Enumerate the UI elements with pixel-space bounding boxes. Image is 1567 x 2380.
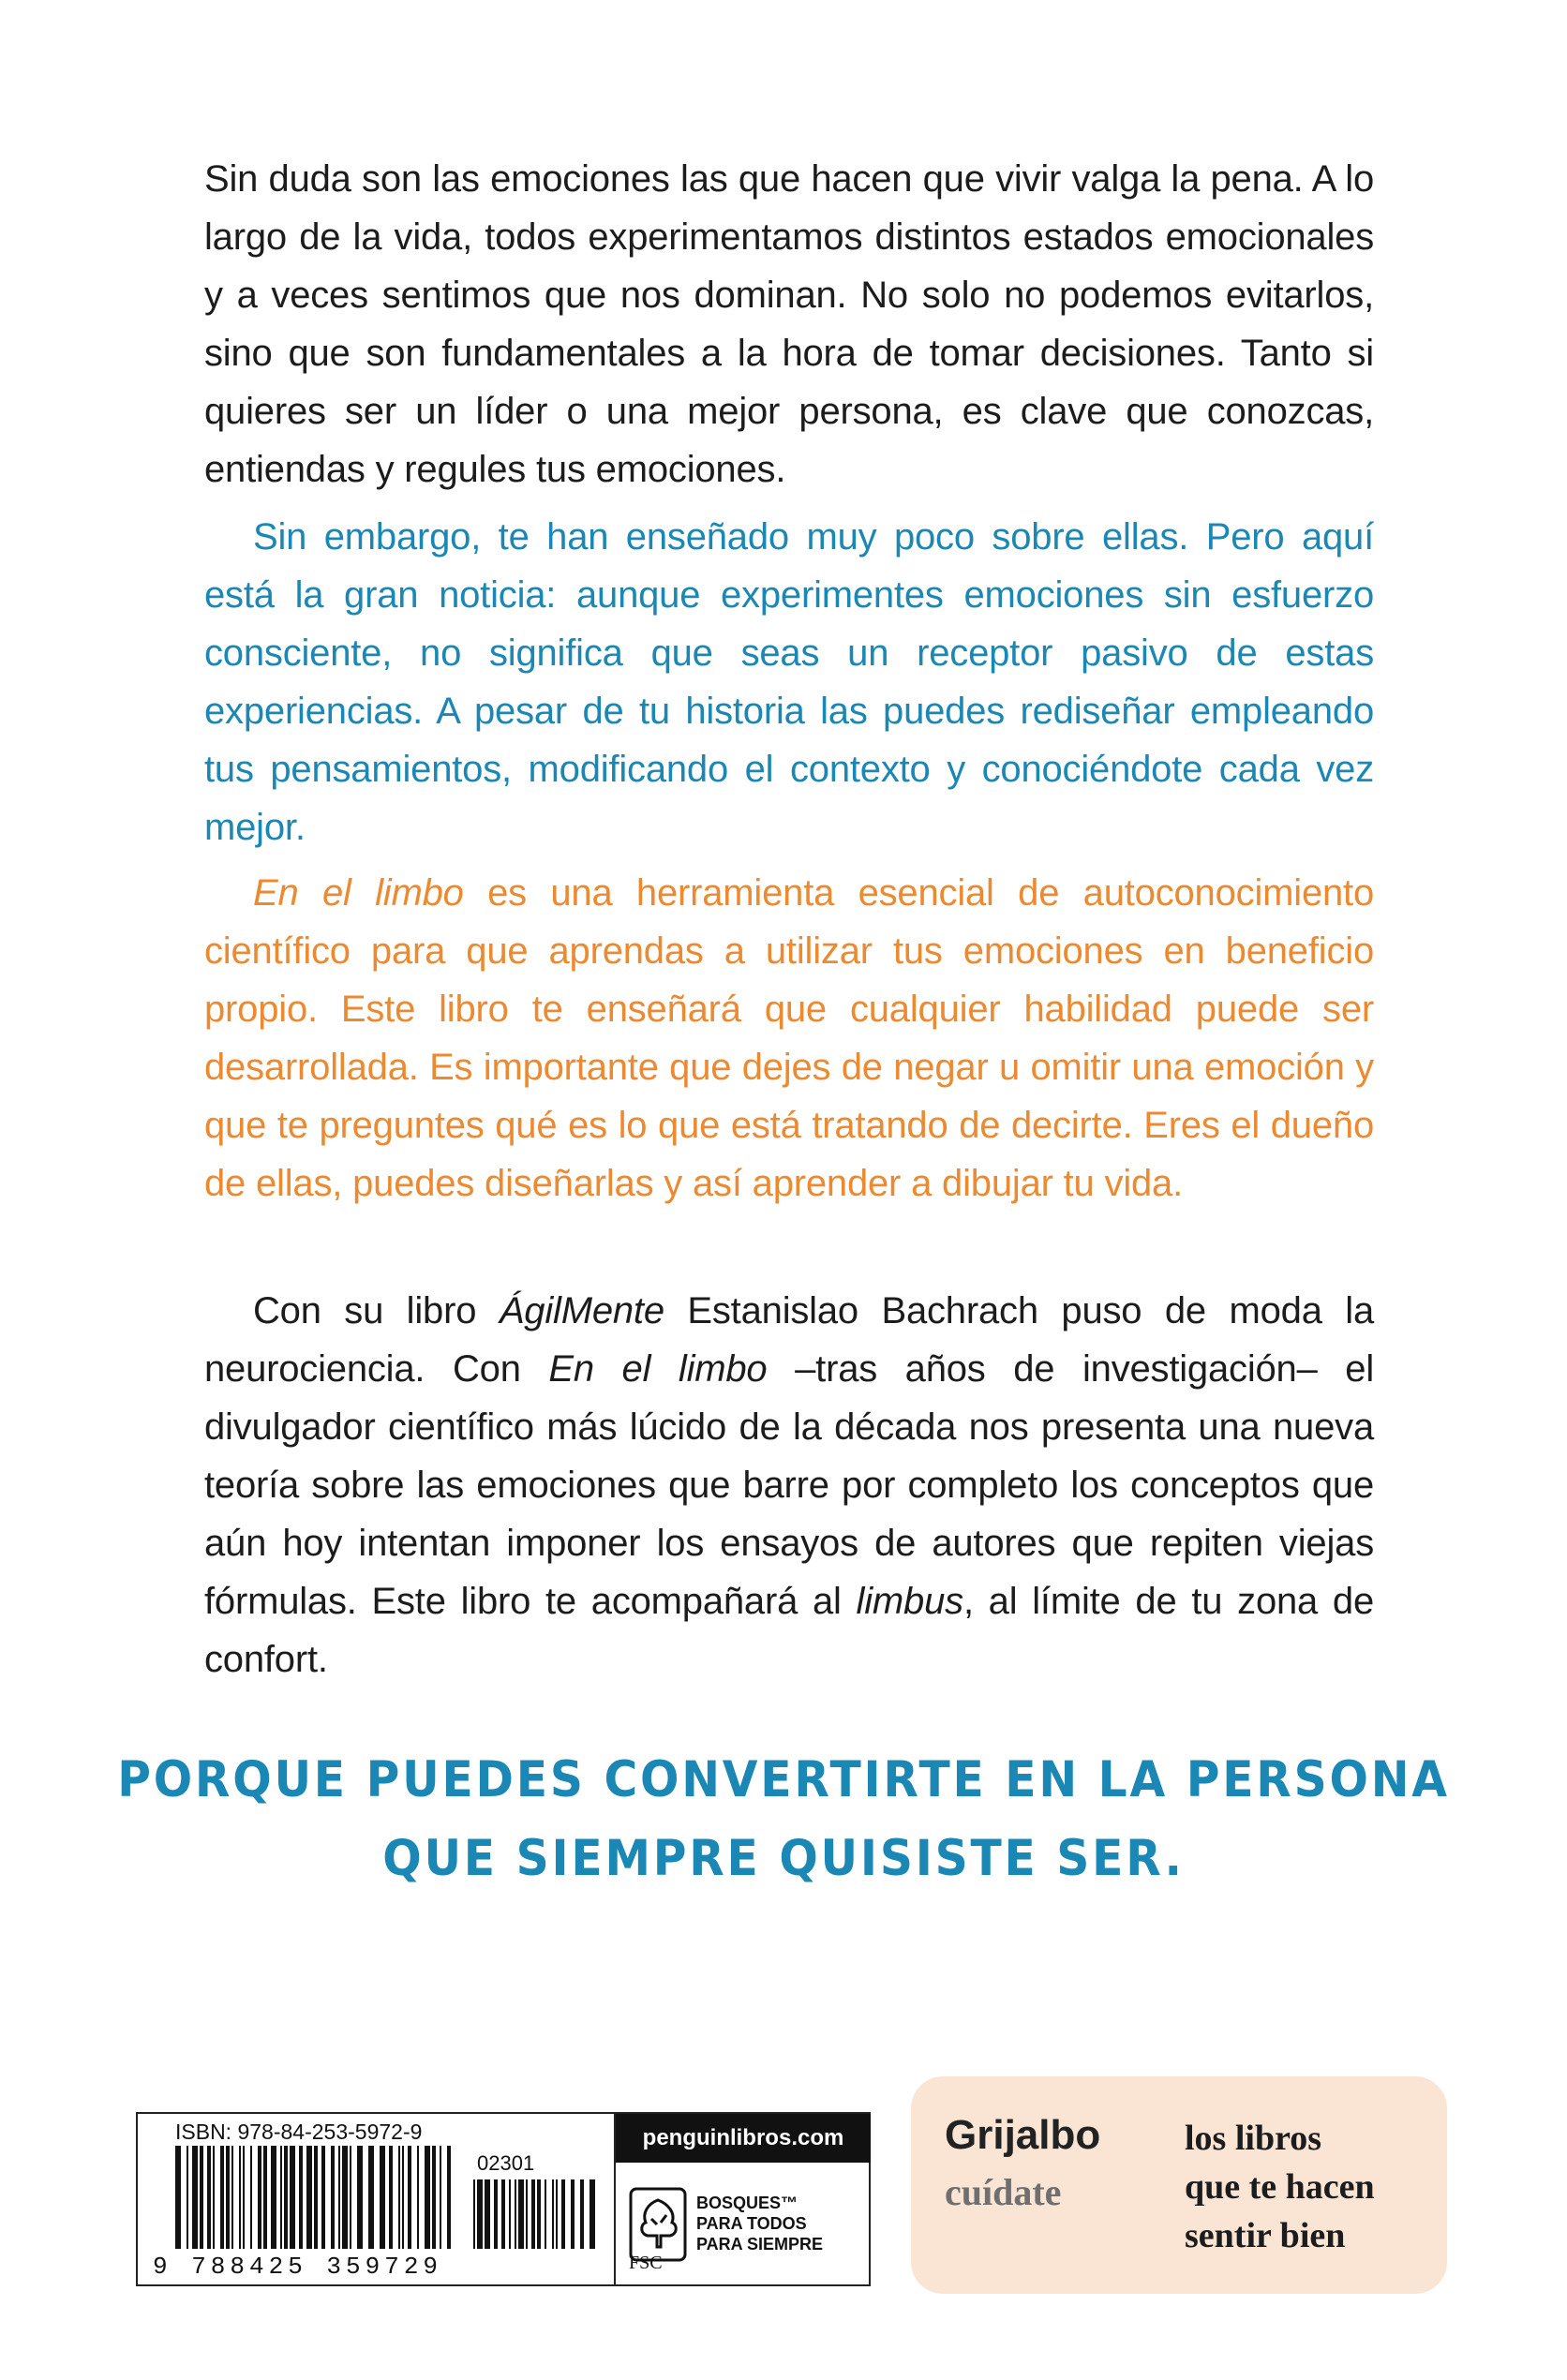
- paragraph-intro: [204, 150, 1374, 498]
- isbn-panel: [136, 2112, 871, 2286]
- fsc-line-2: PARA TODOS: [696, 2214, 807, 2233]
- author-text-b: Estanislao Bachrach puso de moda la neurociencia. Con: [204, 1290, 1374, 1390]
- limbus-word: limbus: [856, 1581, 963, 1622]
- paragraph-orange: [204, 864, 1374, 1212]
- publisher-website: penguinlibros.com: [616, 2114, 871, 2163]
- slogan-line-1: los libros: [1185, 2119, 1322, 2158]
- tagline-line-2: QUE SIEMPRE QUISISTE SER.: [382, 1830, 1185, 1887]
- slogan-line-2: que te hacen: [1185, 2167, 1375, 2207]
- agilmente-title: ÁgilMente: [499, 1290, 664, 1331]
- slogan-line-3: sentir bien: [1185, 2216, 1346, 2255]
- addon-barcode-icon: [473, 2179, 595, 2249]
- paragraph-intro-text: Sin duda son las emociones las que hacen que vivir valga la pena. A lo largo de la vida, todos experimentamos distintos estados emocionales y a veces sentimos que nos dominan. No solo no podemos evitarlos, sino que son fundamentales a la hora de tomar decisiones. Tanto si quieres ser un líder o una mejor persona, es clave que conozcas, entiendas y regules tus emociones.: [204, 158, 1374, 490]
- brand-collection: cuídate: [945, 2171, 1062, 2213]
- barcode-icon: [175, 2146, 456, 2249]
- barcode-digits: 9 788425 359729: [153, 2253, 443, 2281]
- paragraph-orange-text: [204, 864, 1374, 1212]
- fsc-slogan: [696, 2193, 823, 2254]
- price-code: 02301: [477, 2151, 535, 2175]
- paragraph-orange-rest: es una herramienta esencial de autoconocimiento científico para que aprendas a utilizar tus emociones en beneficio propio. Este libro te enseñará que cualquier habilidad puede ser desarrollada. Es importante que dejes de negar u omitir una emoción y que te preguntes qué es lo que está tratando de decirte. Eres el dueño de ellas, puedes diseñarlas y así aprender a dibujar tu vida.: [204, 872, 1374, 1204]
- book-title-italic: En el limbo: [253, 872, 464, 914]
- fsc-line-1: BOSQUES™: [696, 2194, 798, 2212]
- paragraph-blue: [204, 508, 1374, 856]
- tagline-line-1: PORQUE PUEDES CONVERTIRTE EN LA PERSONA: [117, 1751, 1450, 1808]
- grijalbo-panel: [911, 2076, 1447, 2294]
- tagline: [0, 1741, 1567, 1898]
- paragraph-author: [204, 1282, 1374, 1688]
- brand-name: Grijalbo: [945, 2112, 1101, 2158]
- paragraph-blue-text: Sin embargo, te han enseñado muy poco sobre ellas. Pero aquí está la gran noticia: aunque experimentes emociones sin esfuerzo consciente, no significa que seas un receptor pasivo de estas experiencias. A pesar de tu historia las puedes rediseñar empleando tus pensamientos, modificando el contexto y conociéndote cada vez mejor.: [204, 516, 1374, 848]
- author-text-a: Con su libro: [253, 1290, 500, 1331]
- en-el-limbo-title: En el limbo: [548, 1348, 768, 1390]
- paragraph-author-text: [204, 1282, 1374, 1688]
- publisher-box: [614, 2114, 871, 2284]
- author-text-d: , al límite de tu zona de confort.: [204, 1581, 1374, 1680]
- isbn-number: ISBN: 978-84-253-5972-9: [175, 2120, 423, 2144]
- author-text-c: –tras años de investigación– el divulgador científico más lúcido de la década nos presenta una nueva teoría sobre las emociones que barre por completo los conceptos que aún hoy intentan imponer los ensayos de autores que repiten viejas fórmulas. Este libro te acompañará al: [204, 1348, 1375, 1622]
- fsc-line-3: PARA SIEMPRE: [696, 2235, 824, 2254]
- fsc-label: FSC: [629, 2253, 663, 2273]
- brand-slogan: [1185, 2114, 1375, 2260]
- barcode-area: [138, 2114, 614, 2284]
